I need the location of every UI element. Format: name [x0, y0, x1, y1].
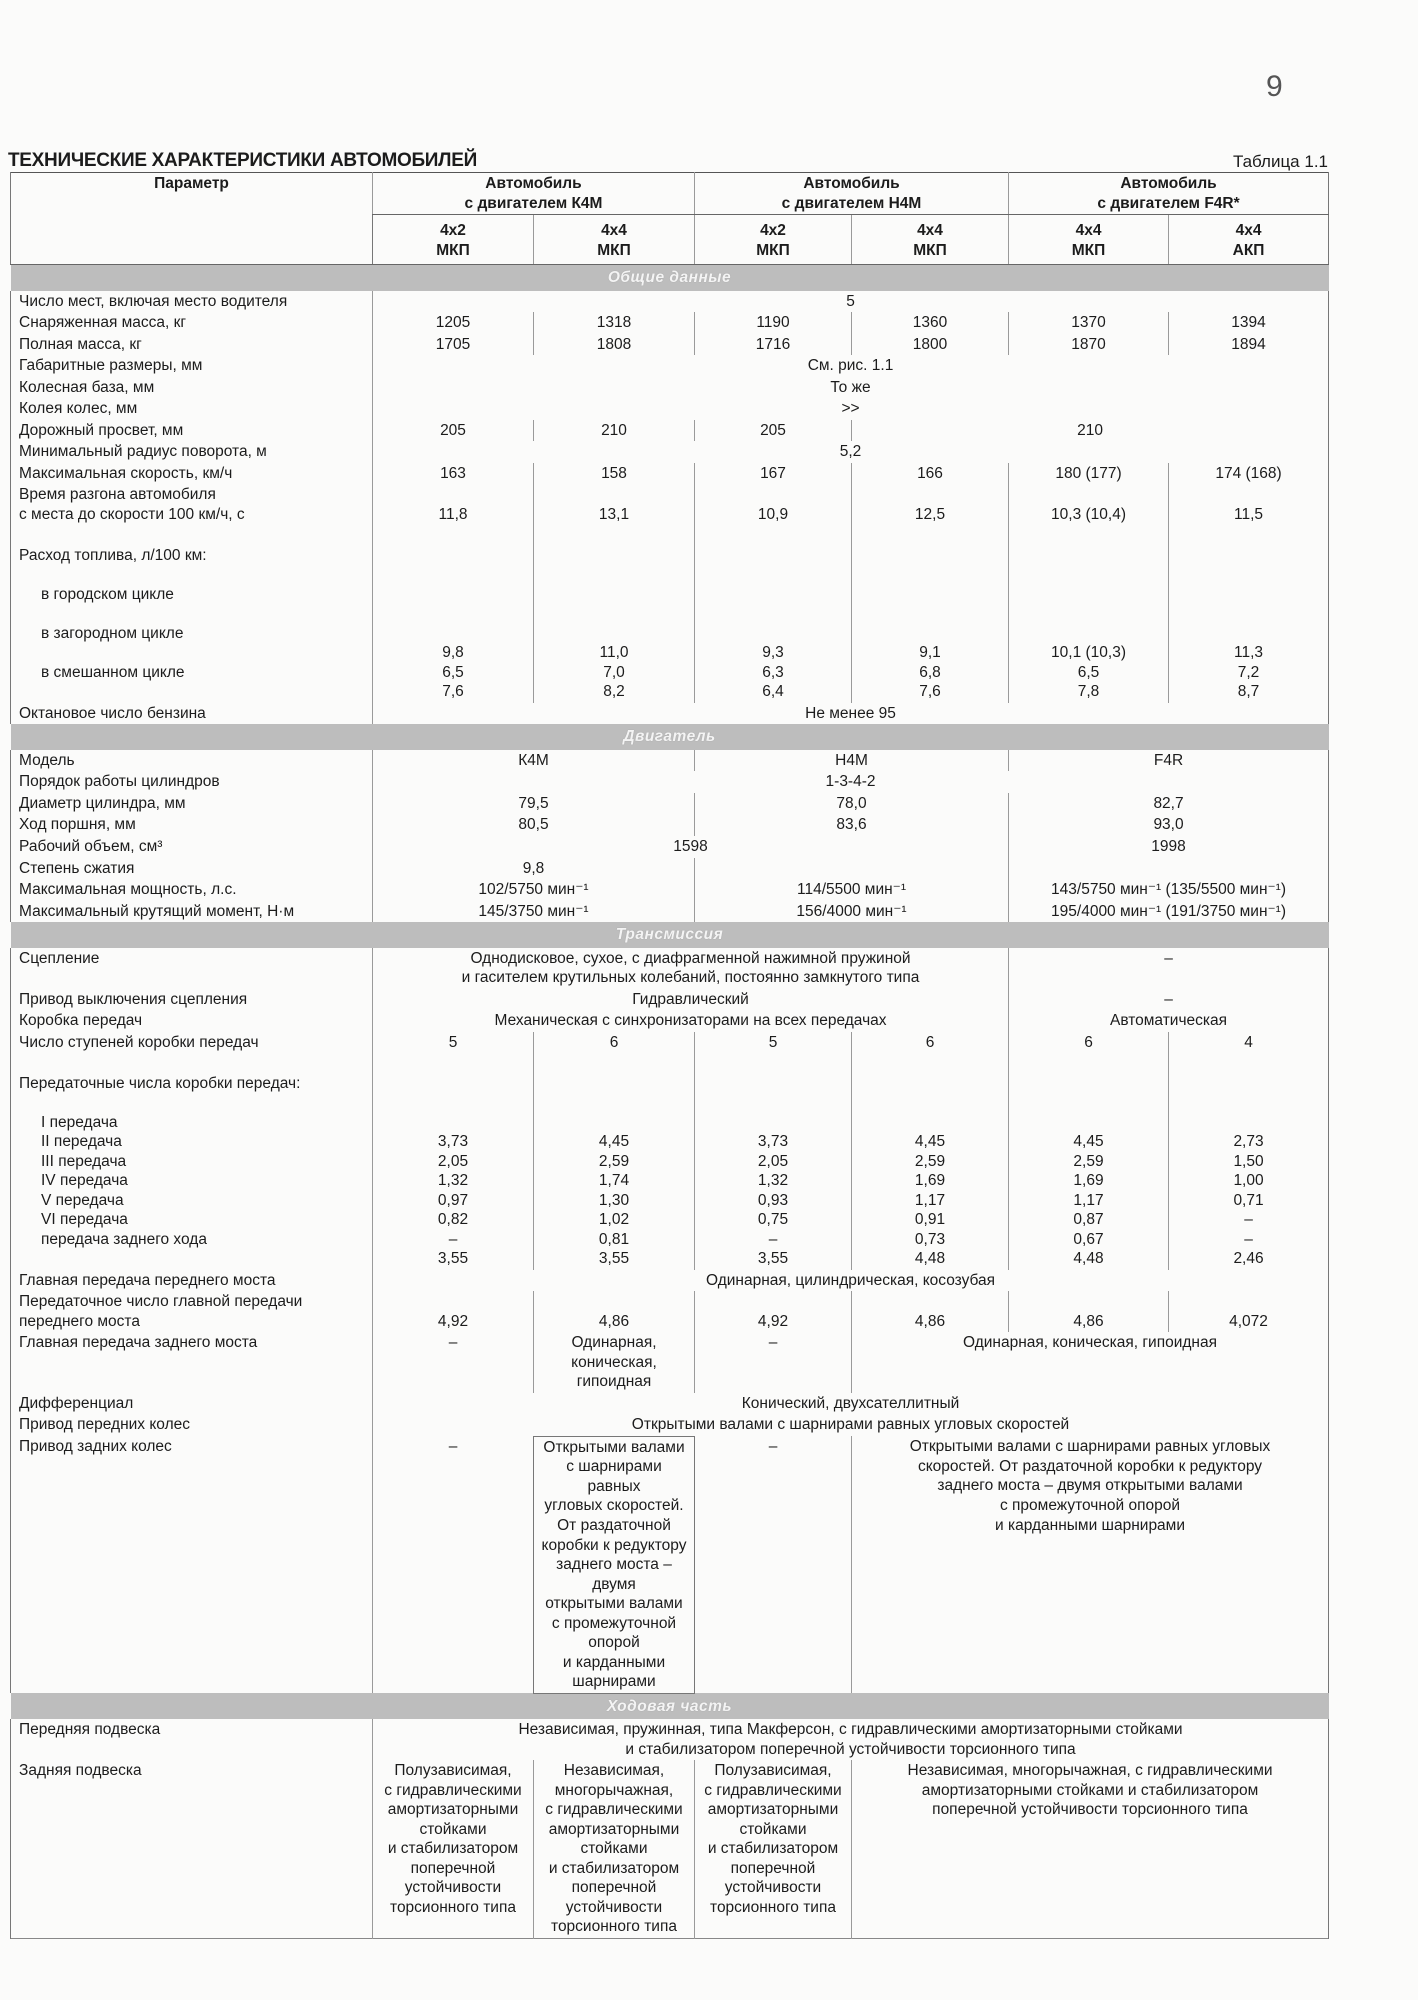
param-label	[11, 525, 373, 703]
value-cell: 210	[852, 420, 1329, 442]
param-label: Главная передача переднего моста	[11, 1270, 373, 1292]
value-cell: 1-3-4-2	[373, 771, 1329, 793]
specifications-table	[10, 172, 1329, 1939]
param-label: Число ступеней коробки передач	[11, 1032, 373, 1054]
header-variant: 4x4 МКП	[534, 215, 695, 265]
param-label: Габаритные размеры, мм	[11, 355, 373, 377]
table-row	[11, 398, 1329, 420]
value-cell: 10,9	[695, 484, 852, 525]
value-cell: 1598	[373, 836, 1009, 858]
table-row	[11, 1332, 1329, 1393]
value-cell: Одинарная, коническая, гипоидная	[852, 1332, 1329, 1393]
table-row	[11, 1414, 1329, 1436]
table-row	[11, 793, 1329, 815]
param-label: Передняя подвеска	[11, 1719, 373, 1760]
param-label: Максимальная скорость, км/ч	[11, 463, 373, 485]
value-cell: 9,3 6,3 6,4	[695, 525, 852, 703]
section-title: Общие данные	[11, 265, 1329, 291]
table-row	[11, 1270, 1329, 1292]
value-cell: 2,73 1,50 1,00 0,71 – – 2,46	[1169, 1053, 1329, 1270]
param-label: Ход поршня, мм	[11, 814, 373, 836]
value-cell: 205	[695, 420, 852, 442]
fuel-title: Расход топлива, л/100 км:	[19, 546, 207, 564]
value-cell: 5	[373, 1032, 534, 1054]
value-cell: –	[1009, 948, 1329, 989]
value-cell: 1716	[695, 334, 852, 356]
value-cell: >>	[373, 398, 1329, 420]
value-cell: Одинарная, коническая, гипоидная	[534, 1332, 695, 1393]
value-cell: Однодисковое, сухое, с диафрагменной нажимной пружиной и гасителем крутильных колебаний, постоянно замкнутого типа	[373, 948, 1009, 989]
param-label: Диаметр цилиндра, мм	[11, 793, 373, 815]
value-cell: 12,5	[852, 484, 1009, 525]
table-row	[11, 836, 1329, 858]
value-cell: Открытыми валами с шарнирами равных угловых скоростей. От раздаточной коробки к редуктору заднего моста – двумя открытыми валами с промежуточной опорой и карданными шарнирами	[534, 1436, 695, 1693]
value-cell: 195/4000 мин⁻¹ (191/3750 мин⁻¹)	[1009, 901, 1329, 923]
header-group-f4r: Автомобиль с двигателем F4R*	[1009, 173, 1329, 215]
value-cell: Открытыми валами с шарнирами равных угловых скоростей. От раздаточной коробки к редуктору заднего моста – двумя открытыми валами с промежуточной опорой и карданными шарнирами	[852, 1436, 1329, 1693]
param-label: Привод задних колес	[11, 1436, 373, 1693]
value-cell: 1394	[1169, 312, 1329, 334]
value-cell: –	[373, 1332, 534, 1393]
value-cell: Гидравлический	[373, 989, 1009, 1011]
header-row	[11, 173, 1329, 215]
value-cell: 102/5750 мин⁻¹	[373, 879, 695, 901]
table-row	[11, 1291, 1329, 1332]
value-cell: 1808	[534, 334, 695, 356]
fuel-city-label: в городском цикле	[41, 585, 174, 603]
table-row	[11, 463, 1329, 485]
param-label: Передаточное число главной передачи переднего моста	[11, 1291, 373, 1332]
table-row	[11, 312, 1329, 334]
value-cell: 4,86	[1009, 1291, 1169, 1332]
value-cell: 10,1 (10,3) 6,5 7,8	[1009, 525, 1169, 703]
value-cell: 4,45 2,59 1,69 1,17 0,91 0,73 4,48	[852, 1053, 1009, 1270]
value-cell: 166	[852, 463, 1009, 485]
table-row	[11, 1032, 1329, 1054]
value-cell: 1360	[852, 312, 1009, 334]
table-row	[11, 377, 1329, 399]
table-row	[11, 858, 1329, 880]
value-cell: 5	[695, 1032, 852, 1054]
param-label: Число мест, включая место водителя	[11, 291, 373, 313]
value-cell: 80,5	[373, 814, 695, 836]
value-cell: 4,86	[534, 1291, 695, 1332]
value-cell: 1370	[1009, 312, 1169, 334]
section-engine	[11, 724, 1329, 750]
header-variant: 4x4 МКП	[852, 215, 1009, 265]
value-cell: 145/3750 мин⁻¹	[373, 901, 695, 923]
table-row	[11, 771, 1329, 793]
value-cell: –	[695, 1332, 852, 1393]
table-row	[11, 879, 1329, 901]
value-cell: 9,8 6,5 7,6	[373, 525, 534, 703]
ratios-labels: I передача II передача III передача IV передача V передача VI передача передача заднего хода	[41, 1113, 207, 1248]
param-label: Порядок работы цилиндров	[11, 771, 373, 793]
header-variant: 4x4 МКП	[1009, 215, 1169, 265]
value-cell: 9,8	[373, 858, 695, 880]
value-cell: 4	[1169, 1032, 1329, 1054]
table-row	[11, 525, 1329, 703]
param-label: Колесная база, мм	[11, 377, 373, 399]
table-row	[11, 901, 1329, 923]
table-row	[11, 355, 1329, 377]
value-cell: 83,6	[695, 814, 1009, 836]
value-cell: Автоматическая	[1009, 1010, 1329, 1032]
value-cell: 114/5500 мин⁻¹	[695, 879, 1009, 901]
value-cell: 11,8	[373, 484, 534, 525]
table-row	[11, 1760, 1329, 1938]
param-label: Октановое число бензина	[11, 703, 373, 725]
table-row	[11, 1010, 1329, 1032]
value-cell: 93,0	[1009, 814, 1329, 836]
value-cell: 143/5750 мин⁻¹ (135/5500 мин⁻¹)	[1009, 879, 1329, 901]
table-row	[11, 750, 1329, 772]
value-cell: 3,73 2,05 1,32 0,93 0,75 – 3,55	[695, 1053, 852, 1270]
table-row	[11, 441, 1329, 463]
param-label: Дифференциал	[11, 1393, 373, 1415]
param-label: Модель	[11, 750, 373, 772]
value-cell: 4,45 2,59 1,69 1,17 0,87 0,67 4,48	[1009, 1053, 1169, 1270]
value-cell: F4R	[1009, 750, 1329, 772]
value-cell: 4,072	[1169, 1291, 1329, 1332]
value-cell: Н4М	[695, 750, 1009, 772]
header-variant: 4x2 МКП	[373, 215, 534, 265]
value-cell: Механическая с синхронизаторами на всех передачах	[373, 1010, 1009, 1032]
fuel-mixed-label: в смешанном цикле	[41, 663, 185, 681]
param-label: Степень сжатия	[11, 858, 373, 880]
table-label: Таблица 1.1	[1232, 152, 1328, 171]
value-cell: 4,86	[852, 1291, 1009, 1332]
value-cell: 82,7	[1009, 793, 1329, 815]
table-row	[11, 1393, 1329, 1415]
value-cell: Конический, двухсателлитный	[373, 1393, 1329, 1415]
value-cell: 1894	[1169, 334, 1329, 356]
section-title: Трансмиссия	[11, 922, 1329, 948]
header-group-k4m: Автомобиль с двигателем К4М	[373, 173, 695, 215]
value-cell: Полузависимая, с гидравлическими амортизаторными стойками и стабилизатором поперечной устойчивости торсионного типа	[373, 1760, 534, 1938]
value-cell: К4М	[373, 750, 695, 772]
table-row	[11, 1436, 1329, 1693]
page-number: 9	[1266, 70, 1283, 103]
value-cell: Независимая, пружинная, типа Макферсон, с гидравлическими амортизаторными стойками и стабилизатором поперечной устойчивости торсионного типа	[373, 1719, 1329, 1760]
value-cell: 1318	[534, 312, 695, 334]
table-row	[11, 814, 1329, 836]
param-label: Минимальный радиус поворота, м	[11, 441, 373, 463]
section-title: Двигатель	[11, 724, 1329, 750]
value-cell: 6	[1009, 1032, 1169, 1054]
table-row	[11, 484, 1329, 525]
value-cell: 205	[373, 420, 534, 442]
table-row	[11, 1719, 1329, 1760]
value-cell: 4,92	[695, 1291, 852, 1332]
fuel-highway-label: в загородном цикле	[41, 624, 184, 642]
value-cell: 4,92	[373, 1291, 534, 1332]
value-cell: 167	[695, 463, 852, 485]
value-cell: Независимая, многорычажная, с гидравлическими амортизаторными стойками и стабилизатором поперечной устойчивости торсионного типа	[534, 1760, 695, 1938]
value-cell: 78,0	[695, 793, 1009, 815]
param-label: Дорожный просвет, мм	[11, 420, 373, 442]
param-label: Коробка передач	[11, 1010, 373, 1032]
param-label: Главная передача заднего моста	[11, 1332, 373, 1393]
value-cell: Независимая, многорычажная, с гидравлическими амортизаторными стойками и стабилизатором поперечной устойчивости торсионного типа	[852, 1760, 1329, 1938]
value-cell: 1870	[1009, 334, 1169, 356]
value-cell: 10,3 (10,4)	[1009, 484, 1169, 525]
value-cell: –	[695, 1436, 852, 1693]
value-cell: Открытыми валами с шарнирами равных угловых скоростей	[373, 1414, 1329, 1436]
header-variant: 4x2 МКП	[695, 215, 852, 265]
value-cell: 174 (168)	[1169, 463, 1329, 485]
value-cell: 210	[534, 420, 695, 442]
param-label	[11, 1053, 373, 1270]
table-row	[11, 420, 1329, 442]
param-label: Сцепление	[11, 948, 373, 989]
value-cell: 180 (177)	[1009, 463, 1169, 485]
value-cell: 11,3 7,2 8,7	[1169, 525, 1329, 703]
value-cell: Не менее 95	[373, 703, 1329, 725]
param-label: Колея колес, мм	[11, 398, 373, 420]
header-param: Параметр	[11, 173, 373, 265]
header-group-h4m: Автомобиль с двигателем Н4М	[695, 173, 1009, 215]
value-cell: 11,0 7,0 8,2	[534, 525, 695, 703]
table-title: ТЕХНИЧЕСКИЕ ХАРАКТЕРИСТИКИ АВТОМОБИЛЕЙ	[8, 150, 477, 171]
value-cell: –	[373, 1436, 534, 1693]
param-label: Время разгона автомобиля с места до скорости 100 км/ч, с	[11, 484, 373, 525]
value-cell: –	[1009, 989, 1329, 1011]
value-cell: 79,5	[373, 793, 695, 815]
ratios-title: Передаточные числа коробки передач:	[19, 1074, 301, 1092]
value-cell: 1705	[373, 334, 534, 356]
value-cell: 6	[852, 1032, 1009, 1054]
value-cell: 1998	[1009, 836, 1329, 858]
value-cell: Полузависимая, с гидравлическими амортизаторными стойками и стабилизатором поперечной устойчивости торсионного типа	[695, 1760, 852, 1938]
param-label: Снаряженная масса, кг	[11, 312, 373, 334]
param-label: Максимальный крутящий момент, Н·м	[11, 901, 373, 923]
param-label: Привод выключения сцепления	[11, 989, 373, 1011]
value-cell: 1190	[695, 312, 852, 334]
param-label: Полная масса, кг	[11, 334, 373, 356]
param-label: Привод передних колес	[11, 1414, 373, 1436]
param-label: Максимальная мощность, л.с.	[11, 879, 373, 901]
value-cell: См. рис. 1.1	[373, 355, 1329, 377]
value-cell: То же	[373, 377, 1329, 399]
value-cell: 5	[373, 291, 1329, 313]
value-cell: 13,1	[534, 484, 695, 525]
param-label: Задняя подвеска	[11, 1760, 373, 1938]
value-cell: 4,45 2,59 1,74 1,30 1,02 0,81 3,55	[534, 1053, 695, 1270]
table-row	[11, 948, 1329, 989]
header-variant: 4x4 АКП	[1169, 215, 1329, 265]
value-cell: 5,2	[373, 441, 1329, 463]
value-cell: 156/4000 мин⁻¹	[695, 901, 1009, 923]
table-row	[11, 291, 1329, 313]
value-cell: Одинарная, цилиндрическая, косозубая	[373, 1270, 1329, 1292]
value-cell: 163	[373, 463, 534, 485]
section-general	[11, 265, 1329, 291]
value-cell: 158	[534, 463, 695, 485]
table-row	[11, 1053, 1329, 1270]
value-cell: 11,5	[1169, 484, 1329, 525]
param-label: Рабочий объем, см³	[11, 836, 373, 858]
value-cell: 1800	[852, 334, 1009, 356]
table-row	[11, 989, 1329, 1011]
value-cell: 3,73 2,05 1,32 0,97 0,82 – 3,55	[373, 1053, 534, 1270]
table-row	[11, 703, 1329, 725]
value-cell: 6	[534, 1032, 695, 1054]
table-row	[11, 334, 1329, 356]
section-chassis	[11, 1693, 1329, 1719]
section-transmission	[11, 922, 1329, 948]
value-cell: 1205	[373, 312, 534, 334]
value-cell: 9,1 6,8 7,6	[852, 525, 1009, 703]
section-title: Ходовая часть	[11, 1693, 1329, 1719]
